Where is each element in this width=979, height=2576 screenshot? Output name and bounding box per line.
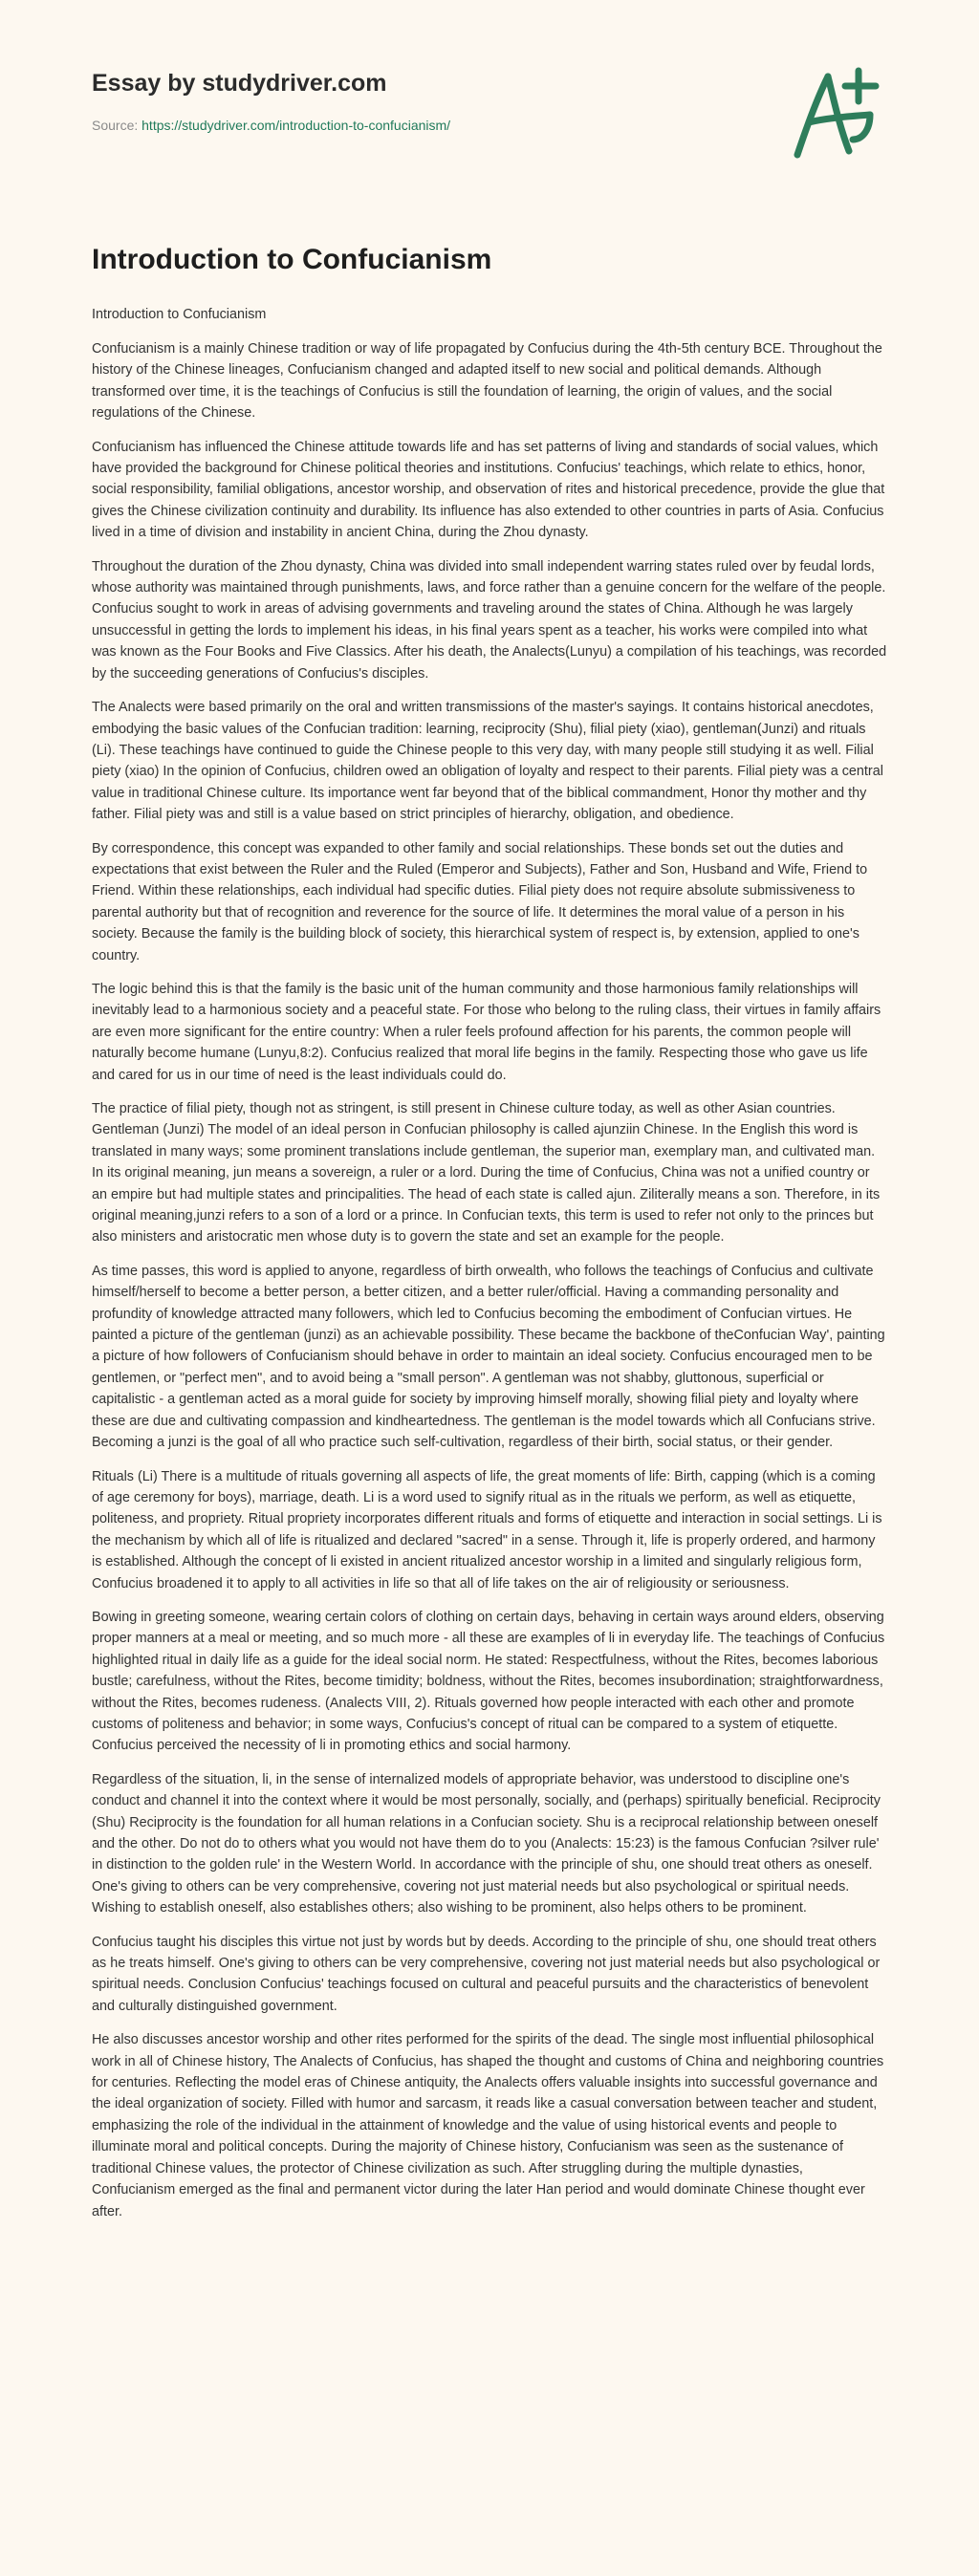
paragraph: He also discusses ancestor worship and other rites performed for the spirits of the dead. The single most influential philosophical work in all of Chinese history, The Analects of Confucius, has shaped the thought and customs of China and neighboring countries for centuries. Reflecting the model eras of Chinese antiquity, the Analects offers valuable insights into successful governance and the ideal organization of society. Filled with humor and sarcasm, it reads like a casual conversation between teacher and student, emphasizing the role of the individual in the attainment of knowledge and the value of using historical events and people to illuminate moral and political concepts. During the majority of Chinese history, Confucianism was seen as the sustenance of traditional Chinese values, the protector of Chinese civilization as such. After struggling during the multiple dynasties, Confucianism emerged as the final and permanent victor during the later Han period and would dominate Chinese thought ever after.: [92, 2032, 884, 2219]
paragraph: The Analects were based primarily on the oral and written transmissions of the master's sayings. It contains historical anecdotes, embodying the basic values of the Confucian tradition: learning, reciprocity (Shu), filial piety (xiao), gentleman(Junzi) and rituals (Li). These teachings have continued to guide the Chinese people to this very day, with many people still studying it as well. Filial piety (xiao) In the opinion of Confucius, children owed an obligation of loyalty and respect to their parents. Filial piety was a central value in traditional Chinese culture. Its importance went far beyond that of the biblical commandment, Honor thy mother and thy father. Filial piety was and still is a value based on strict principles of hierarchy, obligation, and obedience.: [92, 700, 883, 823]
article-title: Introduction to Confucianism: [92, 244, 492, 275]
paragraph: Bowing in greeting someone, wearing certain colors of clothing on certain days, behaving in certain ways around elders, observing proper manners at a meal or meeting, and so much more - all these are examples of li in everyday life. The teachings of Confucius highlighted ritual in daily life as a guide for the ideal social norm. He stated: Respectfulness, without the Rites, becomes laborious bustle; carefulness, without the Rites, become timidity; boldness, without the Rites, becomes insubordination; straightforwardness, without the Rites, becomes rudeness. (Analects VIII, 2). Rituals governed how people interacted with each other and promote customs of politeness and behavior; in some ways, Confucius's concept of ritual can be compared to a system of etiquette. Confucius perceived the necessity of li in promoting ethics and social harmony.: [92, 1609, 885, 1754]
paragraph: Confucianism is a mainly Chinese tradition or way of life propagated by Confucius during the 4th-5th century BCE. Throughout the history of the Chinese lineages, Confucianism changed and adapted itself to new social and political demands. Although transformed over time, it is the teachings of Confucius is still the foundation of learning, the origin of values, and the social regulations of the Chinese.: [92, 341, 882, 422]
paragraph: As time passes, this word is applied to anyone, regardless of birth orwealth, who follows the teachings of Confucius and cultivate himself/herself to become a better person, a better citizen, and a better ruler/official. Having a commanding personality and profundity of knowledge attracted many followers, which led to Confucius becoming the embodiment of Confucian virtues. He painted a picture of the gentleman (junzi) as an achievable possibility. These became the backbone of theConfucian Way', painting a picture of how followers of Confucianism should behave in order to maintain an ideal society. Confucius encouraged men to be gentlemen, or "perfect men", and to avoid being a "small person". A gentleman was not shabby, gluttonous, superficial or capitalistic - a gentleman acted as a moral guide for society by improving himself morally, showing filial piety and loyalty where these are due and cultivating compassion and kindheartedness. The gentleman is the model towards which all Confucians strive. Becoming a junzi is the goal of all who practice such self-cultivation, regardless of their birth, social status, or their gender.: [92, 1263, 885, 1451]
paragraph: Confucianism has influenced the Chinese attitude towards life and has set patterns of living and standards of social values, which have provided the background for Chinese political theories and institutions. Confucius' teachings, which relate to ethics, honor, social responsibility, familial obligations, ancestor worship, and observation of rites and historical precedence, provide the glue that gives the Chinese civilization continuity and durability. Its influence has also extended to other countries in parts of Asia. Confucius lived in a time of division and instability in ancient China, during the Zhou dynasty.: [92, 439, 885, 541]
a-plus-logo-icon: [790, 67, 887, 162]
paragraph: The logic behind this is that the family is the basic unit of the human community and those harmonious family relationships will inevitably lead to a harmonious society and a peaceful state. For those who belong to the ruling class, their virtues in family affairs are even more significant for the entire country: When a ruler feels profound affection for his parents, the common people will naturally become humane (Lunyu,8:2). Confucius realized that moral life begins in the family. Respecting those who gave us life and cared for us in our time of need is the least individuals could do.: [92, 981, 881, 1083]
paragraph: By correspondence, this concept was expanded to other family and social relationships. These bonds set out the duties and expectations that exist between the Ruler and the Ruled (Emperor and Subjects), Father and Son, Husband and Wife, Friend to Friend. Within these relationships, each individual had specific duties. Filial piety does not require absolute submissiveness to parental authority but that of recognition and reverence for the source of life. It determines the moral value of a person in his society. Because the family is the building block of society, this hierarchical system of respect is, by extension, applied to one's country.: [92, 840, 868, 963]
source-label: Source:: [92, 118, 142, 133]
page-header: [92, 69, 704, 134]
article: [92, 243, 887, 2235]
source-link[interactable]: https://studydriver.com/introduction-to-confucianism/: [141, 118, 451, 133]
paragraph: Regardless of the situation, li, in the sense of internalized models of appropriate behavior, was understood to discipline one's conduct and channel it into the context where it would be most personally, socially, and (perhaps) spiritually beneficial. Reciprocity (Shu) Reciprocity is the foundation for all human relations in a Confucian society. Shu is a reciprocal relationship between oneself and the other. Do not do to others what you would not have them do to you (Analects: 15:23) is the famous Confucian ?silver rule' in distinction to the golden rule' in the Western World. In accordance with the principle of shu, one should treat others as oneself. One's giving to others can be very comprehensive, covering not just material needs but also psychological or spiritual needs. Wishing to establish oneself, also establishes others; also wishing to be prominent, also helps others to be prominent.: [92, 1771, 881, 1916]
site-brand: Essay by studydriver.com: [92, 70, 387, 97]
paragraph: Throughout the duration of the Zhou dynasty, China was divided into small independent warring states ruled over by feudal lords, whose authority was maintained through punishments, laws, and force rather than a genuine concern for the welfare of the people. Confucius sought to work in areas of advising governments and traveling around the states of China. Although he was largely unsuccessful in getting the lords to implement his ideas, in his final years spent as a teacher, his works were compiled into what was known as the Four Books and Five Classics. After his death, the Analects(Lunyu) a compilation of his teachings, was recorded by the succeeding generations of Confucius's disciples.: [92, 558, 887, 682]
paragraph: Rituals (Li) There is a multitude of rituals governing all aspects of life, the great moments of life: Birth, capping (which is a coming of age ceremony for boys), marriage, death. Li is a word used to signify ritual as in the rituals we perform, as well as etiquette, politeness, and propriety. Ritual propriety incorporates different rituals and forms of etiquette and interaction in social settings. Li is the mechanism by which all of life is ritualized and declared "sacred" in a sense. Through it, life is properly ordered, and harmony is established. Although the concept of li existed in ancient ritualized ancestor worship in a limited and singularly religious form, Confucius broadened it to apply to all activities in life so that all of life takes on the air of religiousity or seriousness.: [92, 1468, 882, 1591]
article-subtitle: Introduction to Confucianism: [92, 307, 267, 322]
source-line: [92, 117, 704, 134]
paragraph: Confucius taught his disciples this virtue not just by words but by deeds. According to the principle of shu, one should treat others as he treats himself. One's giving to others can be very comprehensive, covering not just material needs but also psychological or spiritual needs. Conclusion Confucius' teachings focused on cultural and peaceful pursuits and the characteristics of benevolent and culturally distinguished government.: [92, 1934, 881, 2014]
paragraph: The practice of filial piety, though not as stringent, is still present in Chinese culture today, as well as other Asian countries. Gentleman (Junzi) The model of an ideal person in Confucian philosophy is called ajunziin Chinese. In the English this word is translated in many ways; some prominent translations include gentleman, the superior man, exemplary man, and cultivated man. In its original meaning, jun means a sovereign, a ruler or a lord. During the time of Confucius, China was not a unified country or an empire but had multiple states and principalities. The head of each state is called ajun. Ziliterally means a son. Therefore, in its original meaning,junzi refers to a son of a lord or a prince. In Confucian texts, this term is used to refer not only to the princes but also ministers and aristocratic men whose duty is to govern the state and set an example for the people.: [92, 1101, 881, 1245]
